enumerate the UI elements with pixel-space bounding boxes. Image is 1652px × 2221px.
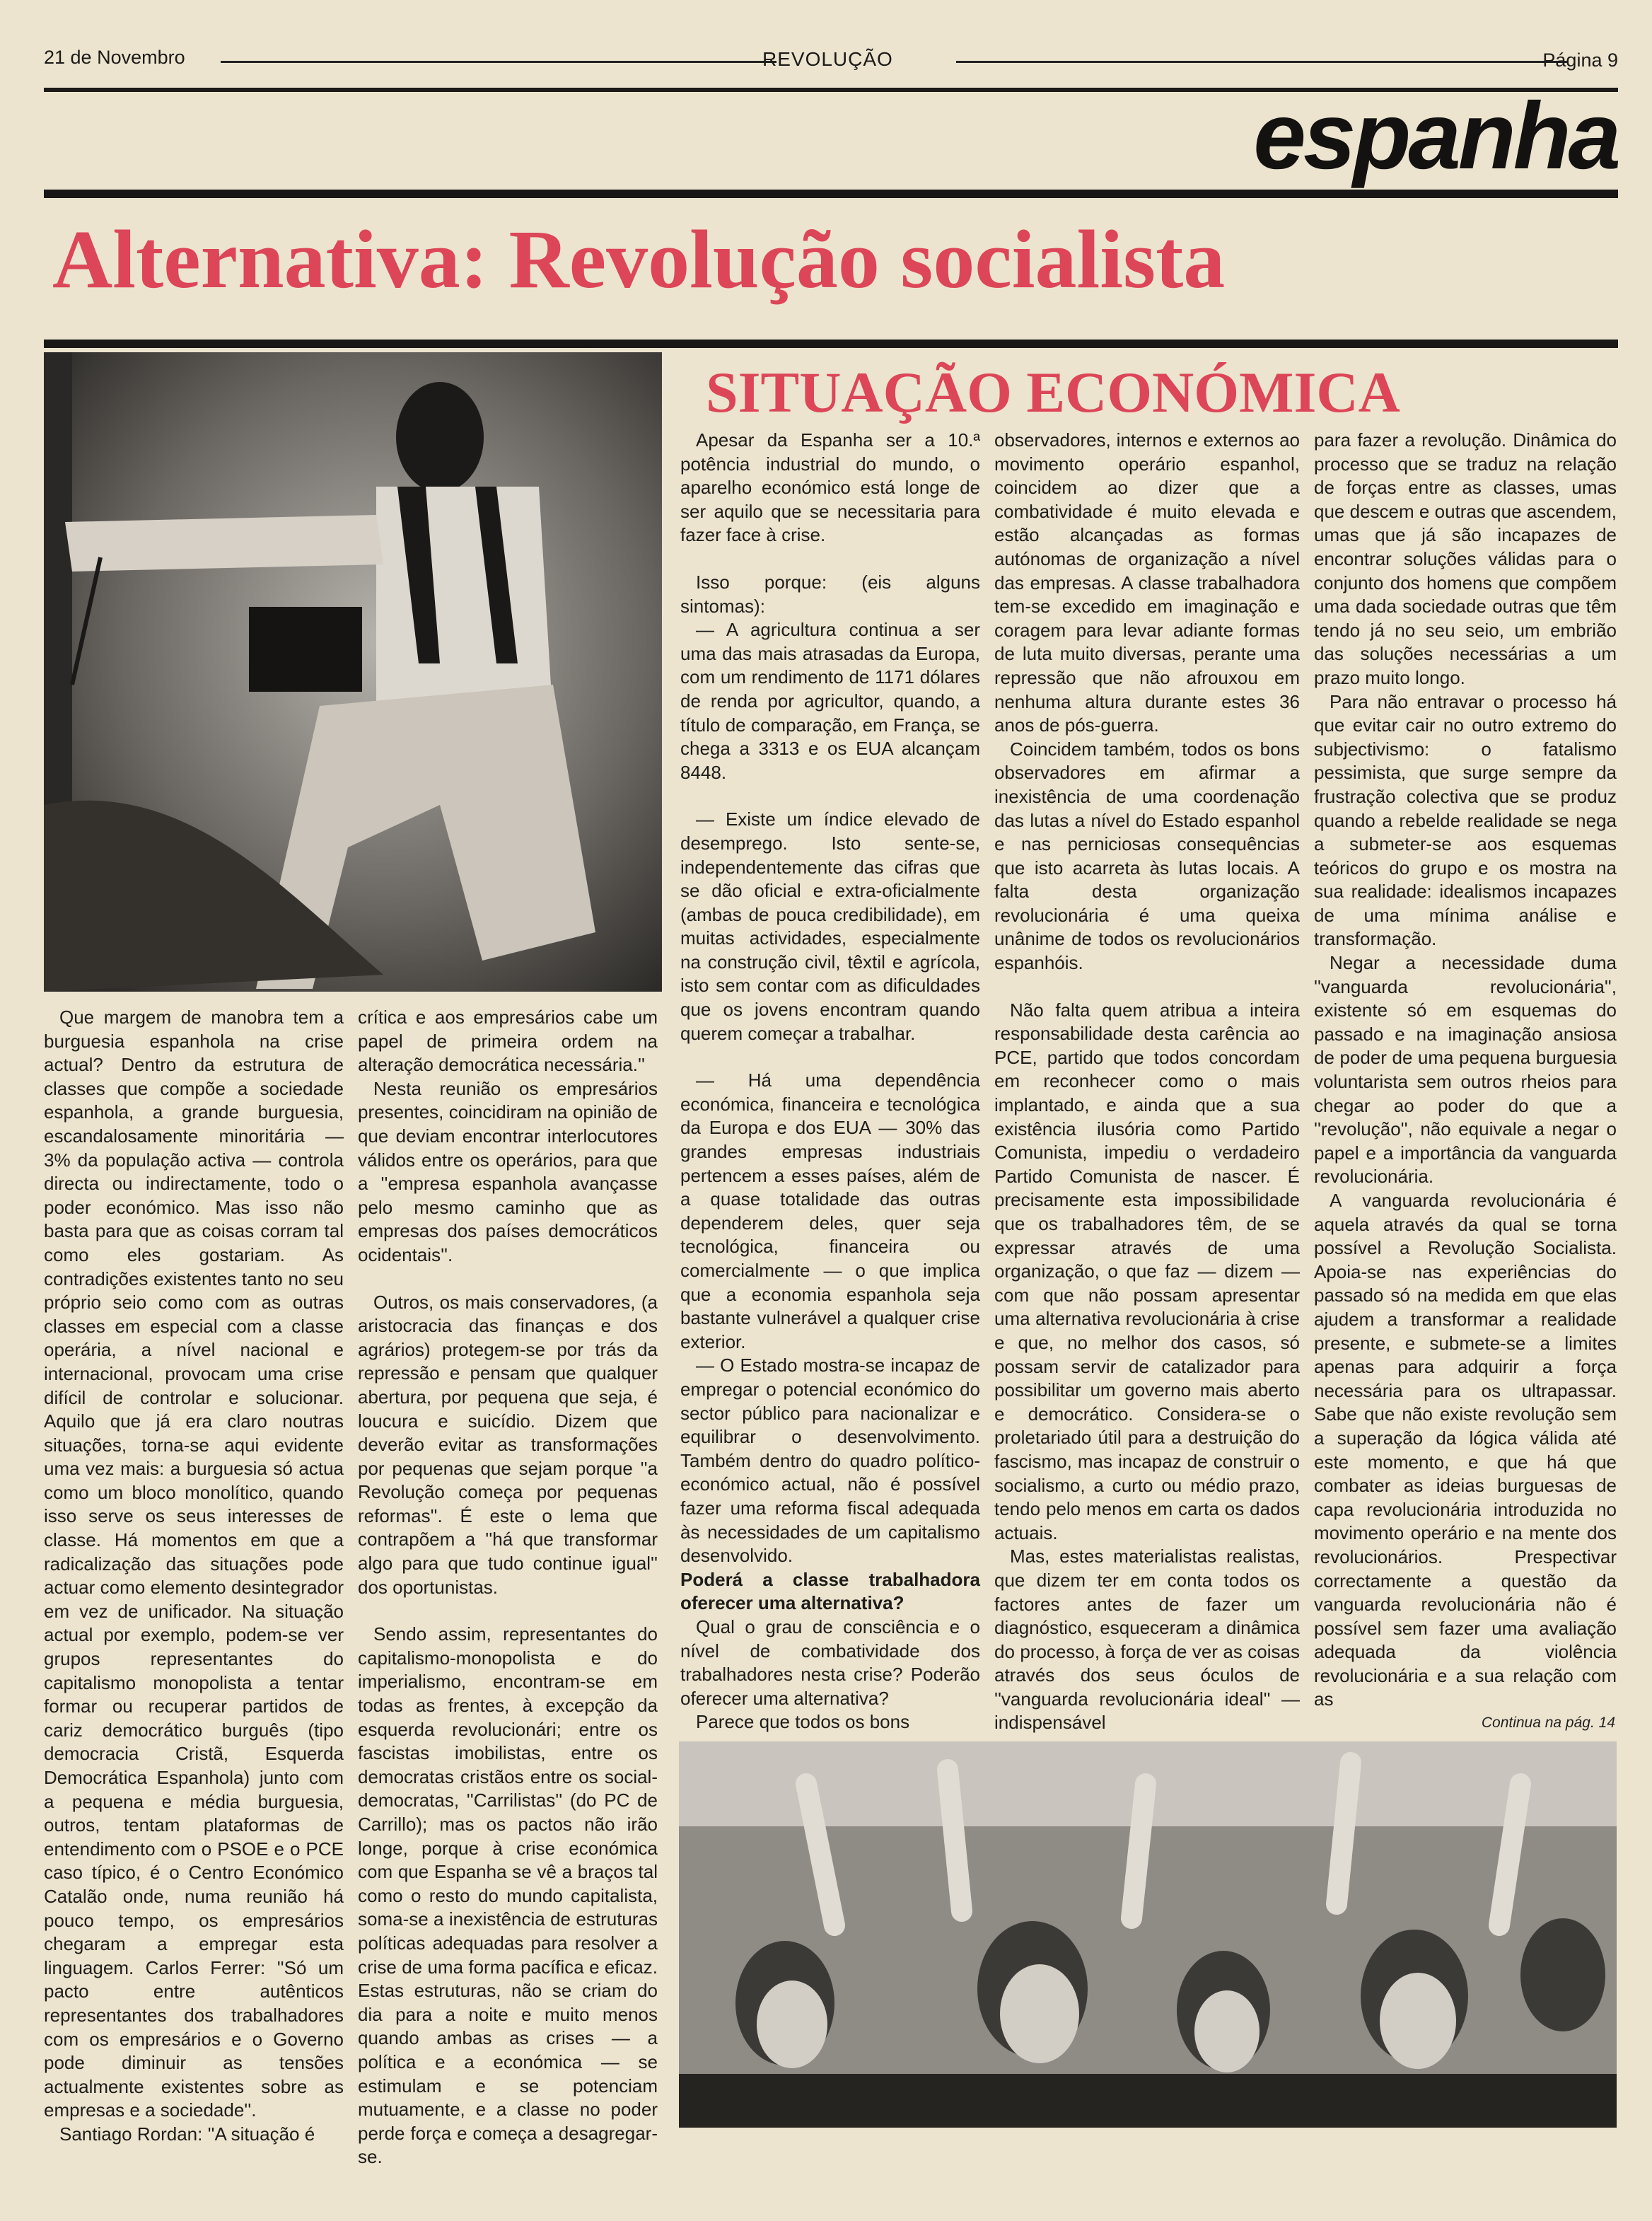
column-5: [1314, 429, 1617, 1710]
paragraph: Parece que todos os bons: [696, 1711, 910, 1733]
photo-man-with-stick: [44, 352, 662, 992]
newspaper-name: REVOLUÇÃO: [762, 48, 893, 70]
section-bar: [44, 190, 1618, 198]
paragraph: Apesar da Espanha ser a 10.ª potência industrial do mundo, o aparelho económico está longe de ser aquilo que se necessitaria para fazer face à crise.: [680, 429, 980, 546]
paragraph: A vanguarda revolucionária é aquela através da qual se torna possível a Revolução Socialista. Apoia-se nas experiências do passado só na medida em que elas ajudem a transformar a realidade presente, e submete-se a limites apenas para adquirir a força necessária para os ultrapassar. Sabe que não existe revolução sem a superação da lógica válida até este momento, e que há que combater as ideias burguesas de capa revolucionária introduzida no movimento operário e na mente dos revolucionários. Prespectivar correctamente a questão da vanguarda revolucionária não é possível sem fazer uma avaliação adequada da violência revolucionária e a sua relação com as: [1314, 1190, 1617, 1710]
paragraph: — O Estado mostra-se incapaz de empregar o potencial económico do sector público para nacionalizar e equilibrar o desenvolvimento. Também dentro do quadro político-económico actual, não é possível fazer uma reforma fiscal adequada às necessidades de um capitalismo desenvolvido.: [680, 1355, 980, 1567]
subheadline: SITUAÇÃO ECONÓMICA: [706, 360, 1400, 424]
page-number: Página 9: [1542, 50, 1618, 71]
headline: Alternativa: Revolução socialista: [52, 213, 1226, 306]
paragraph: Nesta reunião os empresários presentes, coincidiram na opinião de que deviam encontrar interlocutores válidos entre os operários, para que a ''empresa espanhola avançasse pelo mesmo caminho que as empresas dos países democráticos ocidentais''.: [358, 1077, 658, 1265]
issue-date: 21 de Novembro: [44, 47, 185, 68]
continuation-note: Continua na pág. 14: [1481, 1715, 1615, 1731]
photo-crowd-raised-hands: [679, 1741, 1617, 2128]
header-rule-left: [221, 61, 776, 63]
paragraph: Mas, estes materialistas realistas, que dizem ter em conta todos os factores antes de fazer um diagnóstico, esqueceram a dinâmica do processo, à força de ver as coisas através dos seus óculos de ''vanguarda revolucionária ideal'' — indispensável: [994, 1546, 1300, 1734]
subheading-question: Poderá a classe trabalhadora oferecer uma alternativa?: [680, 1568, 980, 1614]
paragraph: Não falta quem atribua a inteira responsabilidade desta carência ao PCE, partido que todos concordam em reconhecer como o mais implantado, e ainda que a sua existência ilusória como Partido Comunista, impediu o verdadeiro Partido Comunista de nascer. É precisamente esta impossibilidade que os trabalhadores têm, de se expressar através de uma organização, o que faz — dizem — com que não possam apresentar uma alternativa revolucionária à crise e que, no melhor dos casos, só possam servir de catalizador para possibilitar um governo mais aberto e democrático. Considera-se o proletariado útil para a destruição do fascismo, mas incapaz de construir o socialismo, a curto ou médio prazo, tendo pelo menos em carta os dados actuais.: [994, 999, 1300, 1543]
section-title: espanha: [1253, 83, 1618, 189]
paragraph: crítica e aos empresários cabe um papel de primeira ordem na alteração democrática necessária.'': [358, 1007, 658, 1076]
page-header: [44, 44, 1618, 76]
photo-crowd-illustration: [679, 1741, 1617, 2128]
column-3: [680, 429, 980, 1733]
paragraph: Coincidem também, todos os bons observadores em afirmar a inexistência de uma coordenação das lutas a nível do Estado espanhol e nas perniciosas consequências que isto acarreta às lutas locais. A falta desta organização revolucionária é uma queixa unânime de todos os revolucionários espanhóis.: [994, 738, 1300, 974]
column-4: [994, 429, 1300, 1734]
paragraph: para fazer a revolução. Dinâmica do processo que se traduz na relação de forças entre as classes, umas que descem e outras que ascendem, umas que já são incapazes de encontrar soluções válidas para o conjunto dos homens que compõem uma dada sociedade outras que têm tendo já no seu seio, um embrião das soluções necessárias a um prazo muito longo.: [1314, 429, 1617, 688]
paragraph: Qual o grau de consciência e o nível de combatividade dos trabalhadores nesta crise? Poderão oferecer uma alternativa?: [680, 1616, 980, 1709]
paragraph: Sendo assim, representantes do capitalismo-monopolista e do imperialismo, encontram-se em todas as frentes, à excepção da esquerda revolucionári; entre os fascistas imobilistas, entre os democratas cristãos entre os social-democratas, ''Carrilistas'' (do PC de Carrillo); mas os pactos não irão longe, porque à crise económica com que Espanha se vê a braços tal como o resto do mundo capitalista, soma-se a inexistência de estruturas políticas adequadas para resolver a crise de uma forma pacífica e eficaz. Estas estruturas, não se criam do dia para a noite e muito menos quando ambas as crises — a política e a económica — se estimulam e se potenciam mutuamente, e a classe no poder perde força e começa a desagregar-se.: [358, 1623, 658, 2168]
paragraph: Para não entravar o processo há que evitar cair no outro extremo do subjectivismo: o fatalismo pessimista, que surge sempre da frustração colectiva que se produz quando a rebelde realidade se nega a submeter-se aos esquemas teóricos do grupo e os mostra na sua realidade: idealismos incapazes de uma mínima análise e transformação.: [1314, 690, 1617, 950]
paragraph: — A agricultura continua a ser uma das mais atrasadas da Europa, com um rendimento de 1171 dólares de renda por agricultor, quando, a título de comparação, em França, se chega a 3313 e os EUA alcançam 8448.: [680, 619, 980, 783]
column-2: [358, 1006, 658, 2168]
paragraph: Santiago Rordan: ''A situação é: [59, 2123, 315, 2145]
photo-man-illustration: [44, 352, 662, 992]
paragraph: observadores, internos e externos ao movimento operário espanhol, coincidem ao dizer que a combatividade é muito elevada e estão alcançadas as formas autónomas de organização a nível das empresas. A classe trabalhadora tem-se excedido em imaginação e coragem para levar adiante formas de luta muito diversas, perante uma repressão que não afrouxou em nenhuma altura durante estes 36 anos de pós-guerra.: [994, 429, 1300, 736]
paragraph: Isso porque: (eis alguns sintomas):: [680, 571, 980, 617]
column-1: [44, 1006, 344, 2145]
headline-bar: [44, 340, 1618, 348]
paragraph: Que margem de manobra tem a burguesia espanhola na crise actual? Dentro da estrutura de classes que compõe a sociedade espanhola, a grande burguesia, escandalosamente minoritária — 3% da população activa — controla directa ou indirectamente, todo o poder económico. Mas isso não basta para que as coisas corram tal como eles gostariam. As contradições existentes tanto no seu próprio seio como com as outras classes em especial com a classe operária, a nível nacional e internacional, provocam uma crise difícil de controlar e solucionar. Aquilo que já era claro noutras situações, torna-se aqui evidente uma vez mais: a burguesia só actua como um bloco monolítico, quando isso serve os seus interesses de classe. Há momentos em que a radicalização das situações pode actuar como elemento desintegrador em vez de unificador. Na situação actual por exemplo, podem-se ver grupos representantes do capitalismo monopolista a tentar formar ou recuperar partidos de cariz democrático burguês (tipo democracia Cristã, Esquerda Democrática Espanhola) junto com a pequena e média burguesia, outros, tentam plataformas de entendimento com o PSOE e o PCE caso típico, é o Centro Económico Catalão onde, numa reunião há pouco tempo, os empresários chegaram a empregar esta linguagem. Carlos Ferrer: ''Só um pacto entre autênticos representantes dos trabalhadores com os empresários e o Governo pode diminuir as tensões actualmente existentes sobre as empresas e a sociedade''.: [44, 1007, 344, 2121]
paragraph: — Existe um índice elevado de desemprego. Isto sente-se, independentemente das cifras que se dão oficial e extra-oficialmente (ambas de pouca credibilidade), em muitas actividades, especialmente na construção civil, têxtil e agrícola, isto sem contar com as dificuldades que os jovens encontram quando querem começar a trabalhar.: [680, 808, 980, 1044]
paragraph: Outros, os mais conservadores, (a aristocracia das finanças e dos agrários) protegem-se por trás da repressão e pensam que qualquer abertura, por pequena que seja, é loucura e suicídio. Dizem que deverão evitar as transformações por pequenas que sejam porque ''a Revolução começa por pequenas reformas''. É este o lema que contrapõem a ''há que transformar algo para que tudo continue igual'' dos oportunistas.: [358, 1291, 658, 1598]
header-rule-right: [956, 61, 1569, 63]
paragraph: Negar a necessidade duma ''vanguarda revolucionária'', existente só em esquemas do passado e na imaginação ansiosa de poder de uma pequena burguesia voluntarista sem outros rheios para chegar ao poder do que a ''revolução'', não equivale a negar o papel e a importância da vanguarda revolucionária.: [1314, 952, 1617, 1188]
paragraph: — Há uma dependência económica, financeira e tecnológica da Europa e dos EUA — 30% das grandes empresas industriais pertencem a esses países, além de a quase totalidade das outras dependerem deles, quer seja tecnológica, financeira ou comercialmente — o que implica que a economia espanhola seja bastante vulnerável a qualquer crise exterior.: [680, 1069, 980, 1352]
